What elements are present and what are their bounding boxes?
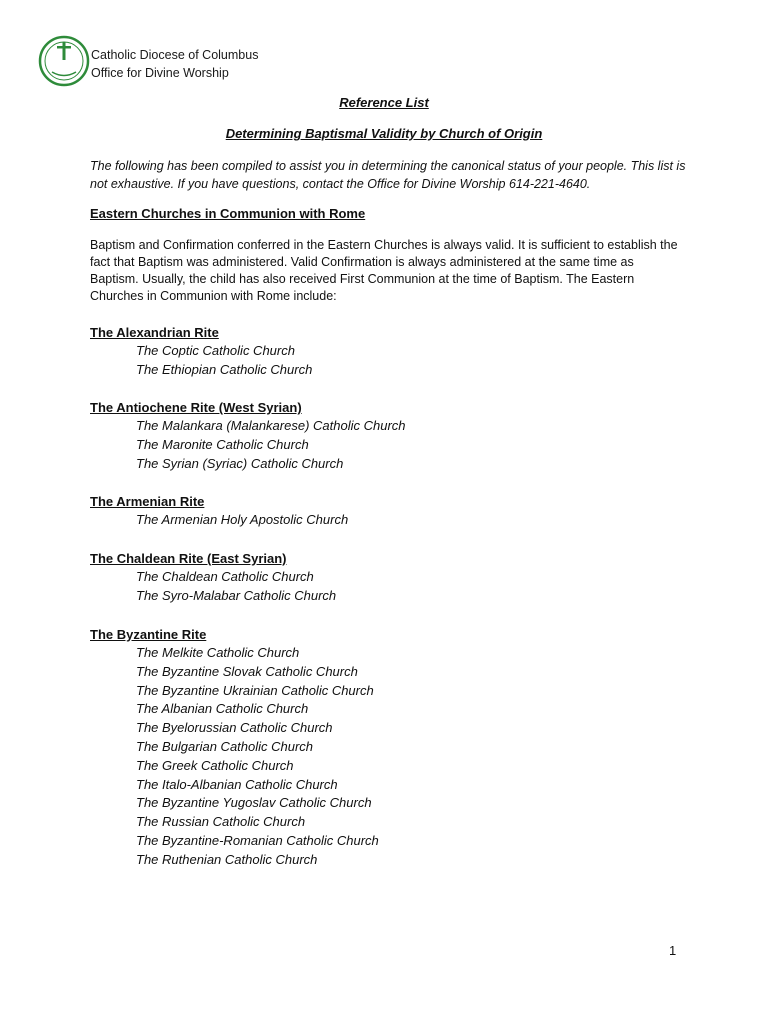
rite-heading: The Antiochene Rite (West Syrian) [90,400,302,415]
org-name: Catholic Diocese of Columbus [91,48,259,62]
church-item: The Bulgarian Catholic Church [136,738,314,754]
office-name: Office for Divine Worship [91,66,229,80]
intro-paragraph: The following has been compiled to assist you in determining the canonical status of your people. This list is not exhaustive. If you have questions, contact the Office for Divine Worship 614-221-4640. [90,159,686,191]
rite-block [90,549,336,606]
church-item: The Ethiopian Catholic Church [136,361,313,377]
church-item: The Chaldean Catholic Church [136,569,314,584]
church-item: The Russian Catholic Church [136,814,306,830]
rite-block [90,398,406,473]
church-item: The Melkite Catholic Church [136,645,300,660]
church-item: The Coptic Catholic Church [136,343,295,358]
rite-block [90,323,312,380]
diocese-seal-logo [38,34,90,88]
church-item: The Syro-Malabar Catholic Church [136,587,337,603]
church-item: The Italo-Albanian Catholic Church [136,776,338,792]
document-title: Reference List [339,95,429,110]
rite-heading: The Byzantine Rite [90,627,207,642]
church-item: The Byzantine Slovak Catholic Church [136,663,358,679]
church-item: The Malankara (Malankarese) Catholic Church [136,418,406,433]
church-item: The Albanian Catholic Church [136,701,309,717]
church-item: The Maronite Catholic Church [136,436,309,452]
rite-heading: The Chaldean Rite (East Syrian) [90,551,287,566]
church-item: The Ruthenian Catholic Church [136,851,318,867]
church-item: The Syrian (Syriac) Catholic Church [136,455,344,471]
rite-block [90,625,379,870]
section-body: Baptism and Confirmation conferred in the Eastern Churches is always valid. It is sufficient to establish the fact that Baptism was administered. Valid Confirmation is always administered at the same time as Baptism. Usually, the child has also received First Communion at the time of Baptism. The Eastern Churches in Communion with Rome include: [90,238,678,303]
church-item: The Byelorussian Catholic Church [136,720,333,736]
rite-block [90,492,348,530]
church-item: The Byzantine Yugoslav Catholic Church [136,795,372,811]
church-item: The Greek Catholic Church [136,757,294,773]
church-item: The Byzantine-Romanian Catholic Church [136,832,379,848]
section-heading: Eastern Churches in Communion with Rome [90,206,366,221]
church-item: The Byzantine Ukrainian Catholic Church [136,682,374,698]
rite-heading: The Alexandrian Rite [90,325,219,340]
document-subtitle: Determining Baptismal Validity by Church of Origin [225,126,543,141]
rite-heading: The Armenian Rite [90,494,205,509]
organization-header [91,46,258,82]
page-number: 1 [669,943,677,958]
church-item: The Armenian Holy Apostolic Church [136,512,349,527]
